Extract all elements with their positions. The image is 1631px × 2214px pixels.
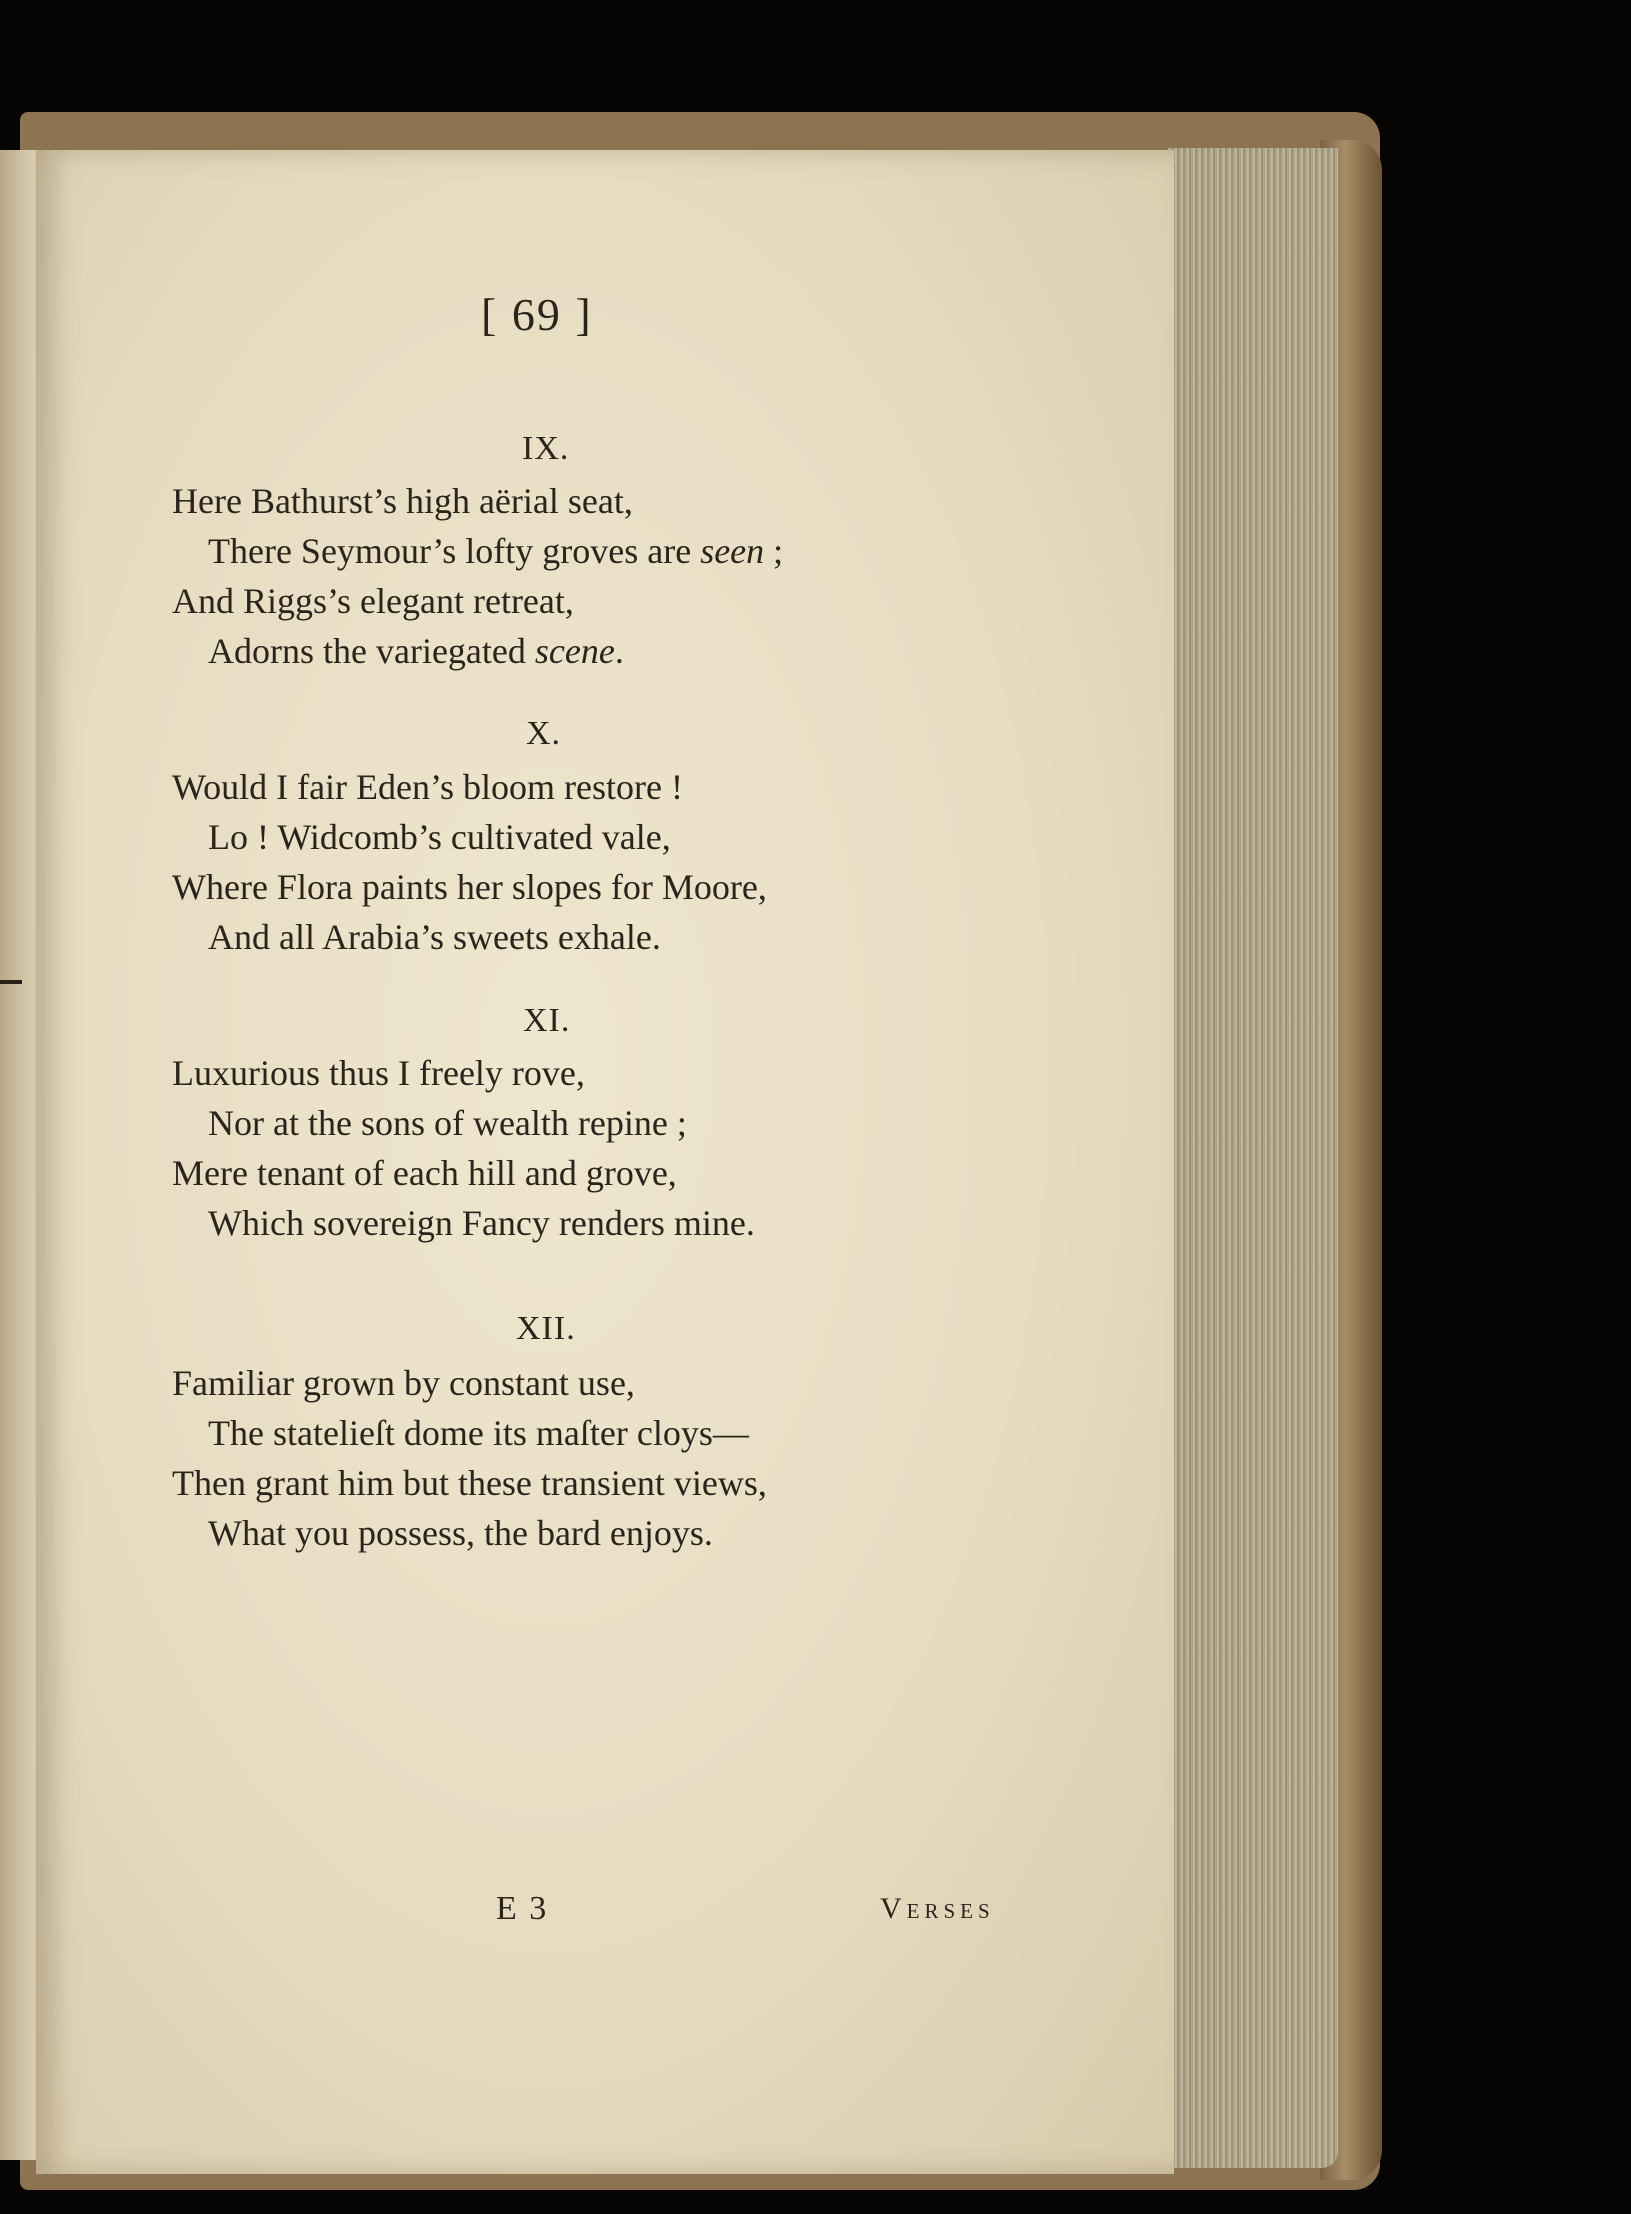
facing-page-rule <box>0 980 22 984</box>
signature-mark: E 3 <box>496 1890 549 1927</box>
book-page <box>36 150 1174 2174</box>
verse-line: What you possess, the bard enjoys. <box>208 1513 713 1553</box>
verse-line: Then grant him but these transient views, <box>172 1463 767 1503</box>
page-number: [ 69 ] <box>481 289 593 340</box>
verse-line: Adorns the variegated scene. <box>208 631 624 671</box>
verse-line: Where Flora paints her slopes for Moore, <box>172 867 767 907</box>
stanza-numeral: X. <box>526 715 562 752</box>
stanza-numeral: XI. <box>523 1002 571 1039</box>
verse-line: And all Arabia’s sweets exhale. <box>208 917 661 957</box>
verse-line: Mere tenant of each hill and grove, <box>172 1153 677 1193</box>
stanza-numeral: IX. <box>522 430 570 467</box>
verse-line: Familiar grown by constant use, <box>172 1363 635 1403</box>
verse-line: Here Bathurst’s high aërial seat, <box>172 481 633 521</box>
verse-line: And Riggs’s elegant retreat, <box>172 581 574 621</box>
catchword: Verses <box>880 1892 995 1925</box>
verse-line: There Seymour’s lofty groves are seen ; <box>208 531 784 571</box>
page-text <box>36 150 1174 2174</box>
verse-line: Nor at the sons of wealth repine ; <box>208 1103 687 1143</box>
page-fore-edge <box>1168 148 1338 2168</box>
verse-line: Luxurious thus I freely rove, <box>172 1053 585 1093</box>
verse-line: Which sovereign Fancy renders mine. <box>208 1203 755 1243</box>
verse-line: Lo ! Widcomb’s cultivated vale, <box>208 817 671 857</box>
stanza-numeral: XII. <box>516 1310 576 1347</box>
verse-line: Would I fair Eden’s bloom restore ! <box>172 767 683 807</box>
verse-line: The statelieſt dome its maſter cloys— <box>208 1413 749 1453</box>
